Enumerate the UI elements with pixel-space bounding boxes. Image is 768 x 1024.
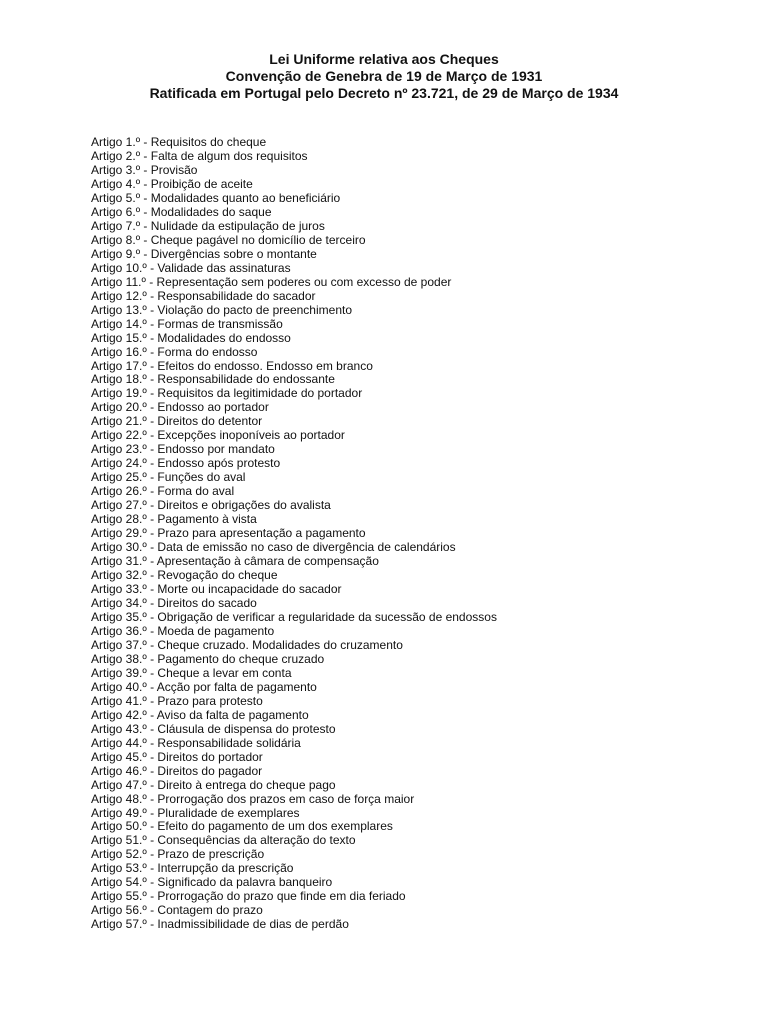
list-item: Artigo 38.º - Pagamento do cheque cruzado [91, 651, 325, 666]
list-item: Artigo 34.º - Direitos do sacado [91, 595, 257, 610]
list-item: Artigo 15.º - Modalidades do endosso [91, 330, 291, 345]
list-item: Artigo 39.º - Cheque a levar em conta [91, 665, 292, 680]
list-item: Artigo 22.º - Excepções inoponíveis ao portador [91, 428, 345, 443]
list-item: Artigo 29.º - Prazo para apresentação a pagamento [91, 526, 366, 541]
list-item: Artigo 55.º - Prorrogação do prazo que finde em dia feriado [91, 889, 406, 904]
document-title: Lei Uniforme relativa aos Cheques [269, 51, 499, 67]
list-item: Artigo 1.º - Requisitos do cheque [91, 135, 267, 149]
list-item: Artigo 20.º - Endosso ao portador [91, 400, 269, 415]
list-item: Artigo 41.º - Prazo para protesto [91, 693, 263, 708]
list-item: Artigo 13.º - Violação do pacto de preenchimento [91, 302, 352, 317]
document-header [0, 51, 768, 102]
list-item: Artigo 49.º - Pluralidade de exemplares [91, 805, 300, 820]
list-item: Artigo 2.º - Falta de algum dos requisitos [91, 148, 308, 163]
list-item: Artigo 4.º - Proibição de aceite [91, 176, 253, 191]
list-item: Artigo 50.º - Efeito do pagamento de um dos exemplares [91, 819, 393, 834]
list-item: Artigo 16.º - Forma do endosso [91, 344, 258, 359]
list-item: Artigo 46.º - Direitos do pagador [91, 763, 263, 778]
list-item: Artigo 23.º - Endosso por mandato [91, 442, 275, 457]
list-item: Artigo 40.º - Acção por falta de pagamento [91, 679, 317, 694]
list-item: Artigo 17.º - Efeitos do endosso. Endosso em branco [91, 358, 373, 373]
list-item: Artigo 53.º - Interrupção da prescrição [91, 861, 294, 876]
list-item: Artigo 27.º - Direitos e obrigações do avalista [91, 498, 331, 513]
list-item: Artigo 31.º - Apresentação à câmara de compensação [91, 554, 379, 569]
list-item: Artigo 7.º - Nulidade da estipulação de juros [91, 218, 325, 233]
list-item: Artigo 24.º - Endosso após protesto [91, 456, 281, 471]
list-item: Artigo 44.º - Responsabilidade solidária [91, 735, 301, 750]
list-item: Artigo 32.º - Revogação do cheque [91, 568, 278, 583]
list-item: Artigo 42.º - Aviso da falta de pagamento [91, 707, 309, 722]
list-item: Artigo 26.º - Forma do aval [91, 484, 235, 499]
list-item: Artigo 56.º - Contagem do prazo [91, 903, 263, 918]
list-item: Artigo 18.º - Responsabilidade do endossante [91, 372, 335, 387]
list-item: Artigo 11.º - Representação sem poderes ou com excesso de poder [91, 274, 452, 289]
list-item: Artigo 51.º - Consequências da alteração do texto [91, 833, 356, 848]
list-item: Artigo 36.º - Moeda de pagamento [91, 623, 275, 638]
document-subtitle: Convenção de Genebra de 19 de Março de 1931 [225, 68, 543, 84]
list-item: Artigo 47.º - Direito à entrega do cheque pago [91, 777, 336, 792]
list-item: Artigo 37.º - Cheque cruzado. Modalidades do cruzamento [91, 637, 403, 652]
list-item: Artigo 45.º - Direitos do portador [91, 749, 263, 764]
list-item: Artigo 3.º - Provisão [91, 162, 198, 177]
list-item: Artigo 48.º - Prorrogação dos prazos em caso de força maior [91, 791, 415, 806]
list-item: Artigo 43.º - Cláusula de dispensa do protesto [91, 721, 336, 736]
list-item: Artigo 33.º - Morte ou incapacidade do sacador [91, 582, 342, 596]
document-ratification: Ratificada em Portugal pelo Decreto nº 23.721, de 29 de Março de 1934 [149, 85, 619, 101]
list-item: Artigo 35.º - Obrigação de verificar a regularidade da sucessão de endossos [91, 609, 497, 624]
list-item: Artigo 54.º - Significado da palavra banqueiro [91, 875, 333, 890]
list-item: Artigo 6.º - Modalidades do saque [91, 204, 272, 219]
list-item: Artigo 52.º - Prazo de prescrição [91, 847, 265, 862]
list-item: Artigo 5.º - Modalidades quanto ao beneficiário [91, 190, 341, 205]
article-list [91, 135, 497, 931]
list-item: Artigo 28.º - Pagamento à vista [91, 512, 257, 527]
list-item: Artigo 57.º - Inadmissibilidade de dias de perdão [91, 917, 349, 932]
list-item: Artigo 19.º - Requisitos da legitimidade do portador [91, 386, 363, 401]
list-item: Artigo 12.º - Responsabilidade do sacador [91, 288, 316, 303]
list-item: Artigo 8.º - Cheque pagável no domicílio de terceiro [91, 232, 366, 247]
list-item: Artigo 21.º - Direitos do detentor [91, 414, 263, 429]
list-item: Artigo 14.º - Formas de transmissão [91, 316, 283, 331]
list-item: Artigo 9.º - Divergências sobre o montante [91, 246, 317, 261]
list-item: Artigo 25.º - Funções do aval [91, 470, 246, 485]
list-item: Artigo 10.º - Validade das assinaturas [91, 260, 291, 275]
list-item: Artigo 30.º - Data de emissão no caso de divergência de calendários [91, 540, 456, 555]
